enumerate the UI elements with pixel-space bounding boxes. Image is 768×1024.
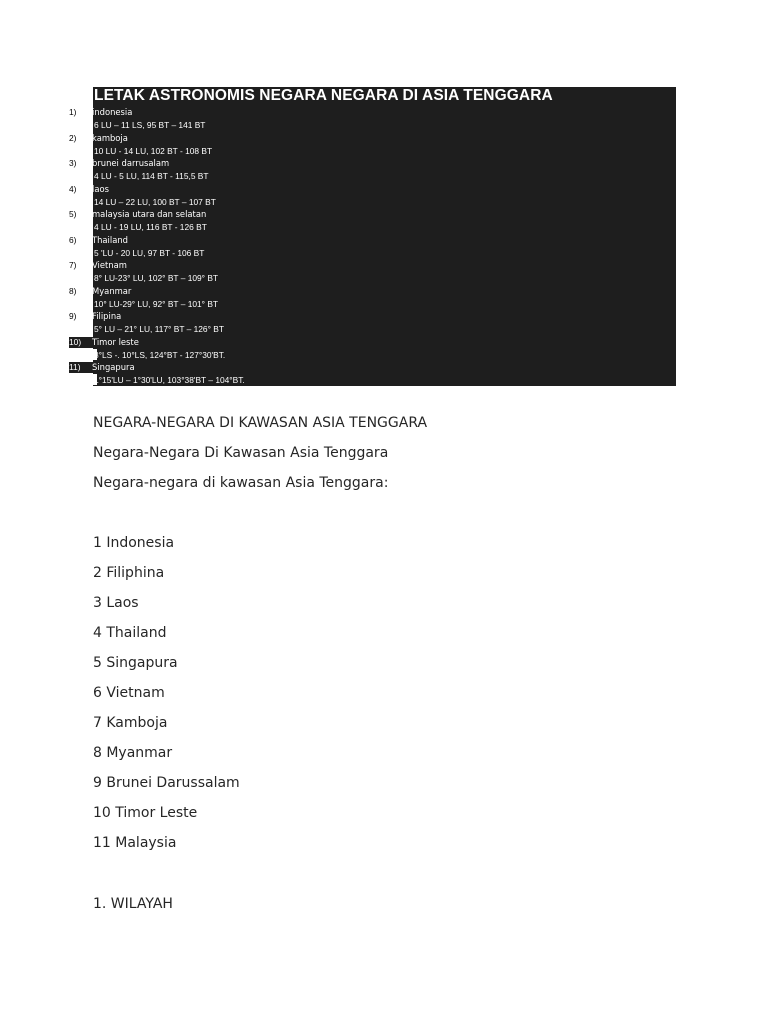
row-number: 5) xyxy=(69,209,77,219)
country-coordinates: 8° LU-23° LU, 102° BT – 109° BT xyxy=(94,273,219,283)
row-number: 3) xyxy=(69,158,77,168)
country-name: Singapura xyxy=(92,362,135,372)
country-name: indonesia xyxy=(92,107,133,117)
table-row xyxy=(0,362,680,388)
list-item: 11 Malaysia xyxy=(93,835,177,851)
row-number: 6) xyxy=(69,234,77,245)
country-name: Timor leste xyxy=(92,336,139,347)
section-heading: 1. WILAYAH xyxy=(93,896,173,912)
list-item: 5 Singapura xyxy=(93,655,178,671)
country-coordinates: 4 LU - 5 LU, 114 BT - 115,5 BT xyxy=(94,171,209,181)
table-row xyxy=(0,235,680,261)
heading-caps: NEGARA-NEGARA DI KAWASAN ASIA TENGGARA xyxy=(93,415,428,431)
list-item: 6 Vietnam xyxy=(93,685,165,701)
table-row xyxy=(0,337,680,363)
table-title: LETAK ASTRONOMIS NEGARA NEGARA DI ASIA TENGGARA xyxy=(94,87,553,104)
list-item: 2 Filiphina xyxy=(93,565,165,581)
row-number: 1) xyxy=(69,107,77,117)
table-row xyxy=(0,260,680,286)
row-number: 2) xyxy=(69,132,77,143)
row-number: 7) xyxy=(69,260,77,270)
table-row xyxy=(0,311,680,337)
country-name: brunei darrusalam xyxy=(92,158,170,168)
country-coordinates: 5° LU – 21° LU, 117° BT – 126° BT xyxy=(94,324,224,334)
table-row xyxy=(0,286,680,312)
list-item: 3 Laos xyxy=(93,595,139,611)
country-name: malaysia utara dan selatan xyxy=(92,209,207,219)
country-coordinates: 10 LU - 14 LU, 102 BT - 108 BT xyxy=(94,145,213,156)
list-item: 7 Kamboja xyxy=(93,715,168,731)
list-item: 8 Myanmar xyxy=(93,745,173,761)
country-name: laos xyxy=(92,183,109,194)
country-name: Filipina xyxy=(92,311,122,321)
table-row xyxy=(0,184,680,210)
row-number: 8) xyxy=(69,285,77,296)
country-coordinates: 8°LS -. 10°LS, 124°BT - 127°30'BT. xyxy=(94,349,226,360)
table-row xyxy=(0,133,680,159)
list-item: 1 Indonesia xyxy=(93,535,175,551)
country-coordinates: 4 LU - 19 LU, 116 BT - 126 BT xyxy=(94,222,207,232)
country-coordinates: 1°15'LU – 1°30'LU, 103°38'BT – 104°BT. xyxy=(94,375,245,385)
intro-text: Negara-negara di kawasan Asia Tenggara: xyxy=(93,475,389,491)
country-coordinates: 14 LU – 22 LU, 100 BT – 107 BT xyxy=(94,196,216,207)
list-item: 9 Brunei Darussalam xyxy=(93,775,240,791)
country-name: Myanmar xyxy=(92,285,132,296)
country-name: Thailand xyxy=(92,234,128,245)
row-number: 10) xyxy=(69,336,82,347)
country-coordinates: 10° LU-29° LU, 92° BT – 101° BT xyxy=(94,298,219,309)
row-number: 4) xyxy=(69,183,77,194)
country-name: Vietnam xyxy=(92,260,127,270)
table-row xyxy=(0,107,680,133)
heading-title: Negara-Negara Di Kawasan Asia Tenggara xyxy=(93,445,389,461)
country-coordinates: 6 LU – 11 LS, 95 BT – 141 BT xyxy=(94,120,206,130)
country-name: kamboja xyxy=(92,132,128,143)
list-item: 10 Timor Leste xyxy=(93,805,198,821)
row-number: 9) xyxy=(69,311,77,321)
list-item: 4 Thailand xyxy=(93,625,167,641)
country-coordinates: 5 'LU - 20 LU, 97 BT - 106 BT xyxy=(94,247,205,258)
table-row xyxy=(0,209,680,235)
table-row xyxy=(0,158,680,184)
row-number: 11) xyxy=(69,362,81,372)
